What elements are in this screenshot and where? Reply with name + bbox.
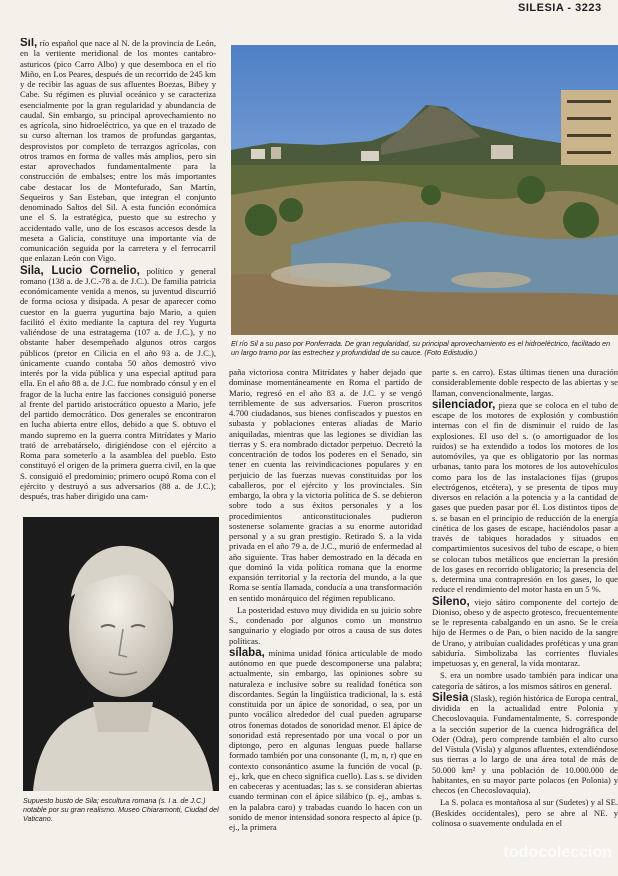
entry-sil-text: río español que nace al N. de la provincia de León, en la vertiente meridional de los montes cantabro-asturicos (pico Carro Albo) y que desemboca en el río Miño, en Los Peares, después de un recorrido de 245 km y de recibir las aguas de sus afluentes Boezas, Bibey y Cabe. Su régimen es pluvial oceánico y se caracteriza esencialmente por la gran regularidad y abundancia de caudal. Sin embargo, su principal aprovechamiento no es agrícola, sino hidroeléctrico, ya que en el trazado de su curso alternan los tramos de profundas gargantas, desprovistos por completo de terrazgos agrícolas, con otros tramos en forma de valles más amplios, pero sin estar aprovechados fundamentalmente para la construcción de embalses; entre los más importantes cabe destacar los de Montefurado, San Martín, Sequeiros y San Esteban, que integran el conjunto denominado Saltos del Sil. A esta función económica une el S. la estratégica, puesto que su estrecho y accidentado valle, uno de los escasos accesos desde la meseta a Galicia, constituye una importante vía de comunicación seguida por la carretera y el ferrocarril que enlazan León con Vigo. — [20, 38, 216, 264]
river-photo-illustration — [231, 45, 618, 335]
silaba-continuation: parte s. en carro). Estas últimas tienen una duración considerablemente doble respecto de las abiertas y se llaman, convencionalmente, largas. — [432, 367, 618, 398]
headword-silenciador: silenciador, — [432, 398, 496, 411]
river-sil-photo — [231, 45, 618, 335]
bust-illustration — [23, 517, 219, 791]
entry-silenciador-text: pieza que se coloca en el tubo de escape de los motores de explosión y combustión internas con el fin de disminuir el ruido de las explosiones. El uso del s. (o amortiguador de los ruidos) se ha extendido a todos los motores de los automóviles, ya que es obligatorio por las normas urbanas, tanto para los motores de los autovehículos como para los de las instalaciones fijas (grupos electrógenos, etcétera), y se presenta de tipos muy diversos en relación a la potencia y a la cantidad de gases que pueden pasar por él. Los distintos tipos de s. se basan en el principio de reducción de la energía cinética de los gases de escape, haciéndolos pasar a través de tabiques horadados y situados en compartimientos sucesivos del tubo de escape, o bien se colocan tubos metálicos que encierran la presión de los gases en recorrido obligatorio; la presencia del s. determina una contrapresión en los gases, lo que reduce el rendimiento del motor hasta en un 5 %. — [432, 399, 618, 595]
entry-silenciador — [432, 400, 618, 595]
entry-sila — [20, 266, 216, 502]
headword-sil: Sil, — [20, 38, 38, 49]
headword-sila: Sila, Lucio Cornelio, — [20, 264, 140, 277]
watermark: todocoleccion — [503, 844, 612, 861]
river-photo-caption: El río Sil a su paso por Ponferrada. De gran regularidad, su principal aprovechamiento es el hidroeléctrico, facilitado en un largo tramo por las estrechez y profundidad de su cauce. (Foto Edistudio.) — [231, 339, 611, 357]
entry-sileno — [432, 597, 618, 669]
running-head: SILESIA - 3223 — [518, 2, 602, 14]
entry-silaba — [229, 648, 422, 833]
entry-sila-text: político y general romano (138 a. de J.C.-78 a. de J.C.). De familia patricia económicamente venida a menos, su juventud discurrió de forma ociosa y disipada. A pesar de aparecer como cuestor en la guerra yugurtina bajo Mario, a quien facilitó el éxito mediante la captura del rey Yugurta valiéndose de una estratagema (107 a. de J.C.), y no obstante haber desempeñado algunos otros cargos públicos (pretor en Cilicia en el año 93 a. de J.C.), únicamente cuando contaba 50 años demostró vivo interés por la vida pública y una especial aptitud para ella. En el año 88 a. de J.C. fue nombrado cónsul y en el fragor de la lucha entre las facciones consiguió ponerse al frente del partido aristocrático opuesto a Mario, jefe del partido democrático. Dos generales se encontraron en lucha abierta entre ellos, debido a que S. obtuvo el mando supremo en la guerra contra Mitrídates y Mario trató de arrebatárselo, dirigiéndose con el ejército a Roma para someterlo a la asamblea del pueblo. Esto constituyó el origen de la primera guerra civil, en la que S. consiguió el predominio; primero ocupó Roma con el ejército y destruyó a sus adversarios (88 a. de J.C.); después, tras haber dirigido una cam- — [20, 265, 216, 501]
article-column-3 — [432, 367, 618, 876]
article-column-1 — [20, 38, 216, 512]
entry-sileno-text: viejo sátiro componente del cortejo de Dioniso, obeso y de aspecto grotesco, frecuentemente se le representa cabalgando en un asno. Se le creía hijo de Hermes o de Pan, o bien nacido de la sangre de Urano, y atribuían cualidades proféticas y una gran sabiduría. Simbolizaba las corrientes fluviales impetuosas y, en general, la vida montaraz. — [432, 596, 618, 668]
headword-sileno: Sileno, — [432, 595, 470, 608]
bust-photo-caption: Supuesto busto de Sila; escultura romana (s. I a. de J.C.) notable por su gran realismo. Museo Chiaramonti, Ciudad del Vaticano. — [23, 796, 219, 823]
article-column-2 — [229, 367, 422, 876]
sila-continuation: paña victoriosa contra Mitrídates y haber dejado que dominase momentáneamente en Roma el partido de Mario, regresó en el año 83 a. de J.C. y se vengó terriblemente de sus adversarios. Fueron proscritos 4.700 ciudadanos, sus bienes confiscados y puestos en subasta y poblaciones enteras aliadas de Mario aniquiladas, mientras que las legiones se dividían las tierras y S. era nombrado dictador perpetuo. Decretó la concentración de todos los poderes en el Senado, sin tener en cuenta las reivindicaciones populares y en perjuicio de las fuerzas nuevas constituidas por los caballeros, por el ejército y los provinciales. Sin embargo, la obra y la victoria política de S. se debieron sobre todo a sus éxitos personales y a los procedimientos anticonstitucionales pudieron sostenerse solamente gracias a su enorme autoridad personal y a su gran prestigio. Retirado S. a la vida privada en el año 79 a. de J.C., murió de enfermedad al año siguiente. Tras haber demostrado en la década en que dominó la vida política romana que la enorme expansión territorial y la rectoría del mundo, a la que Roma se sentía llamada, conducía a una transformación en sentido monárquico del régimen republicano. — [229, 367, 422, 603]
sileno-note: S. era un nombre usado también para indicar una categoría de sátiros, a los mismos sátiros en general. — [432, 670, 618, 691]
headword-silesia: Silesia — [432, 691, 469, 704]
sila-bust-photo — [23, 517, 219, 791]
entry-silaba-text: mínima unidad fónica articulable de modo autónomo en que puede descomponerse una palabra; actualmente, sin embargo, las opiniones sobre su naturaleza e inclusive sobre su realidad fonética son discordantes. Según la lingüística tradicional, la s. está constituida por un ápice de sonoridad, o sea, por un punto vocálico alrededor del cual pueden agruparse otros fonemas dotados de sonoridad menor. El ápice de sonoridad está representado por una vocal o por un diptongo, pero en algunas lenguas puede hallarse formado también por una consonante (l, m, n, r) que en contexto consonántico asume la función de vocal (p. ej., krk, que en checo significa cuello). Las s. se dividen en cabeceras y acentuadas; las s. se consideran abiertas cuando terminan con el ápice silábico (p. ej., ambas s. en la palabra caro) y trabadas cuando lo hacen con un sonido de menor intensidad sonora respecto al ápice (p. ej., la primera — [229, 647, 422, 832]
silesia-geography: La S. polaca es montañosa al sur (Sudetes) y al SE. (Beskides occidentales), pero se abre al NE. y colinosa o suavemente ondulada en el — [432, 797, 618, 828]
entry-sil — [20, 38, 216, 264]
sila-posterity: La posteridad estuvo muy dividida en su juicio sobre S., condenado por algunos como un monstruo sanguinario y elogiado por otros a causa de sus dotes políticas. — [229, 604, 422, 646]
headword-silaba: sílaba, — [229, 646, 265, 659]
entry-silesia-text: (Slask), región histórica de Europa central, dividida en la actualidad entre Polonia y Checoslovaquia. Fundamentalmente, S. corresponde a la sección superior de la cuenca hidrográfica del Oder (Odra), pero comprende también el alto curso del Vístula (Visla) y algunos afluentes, extendiéndose sus tierras a lo largo de una área total de más de 50.000 km² y una población de 10.000.000 de habitantes, en su mayor parte polacos (en Polonia) y checos (en Checoslovaquia). — [432, 692, 618, 795]
entry-silesia — [432, 693, 618, 796]
